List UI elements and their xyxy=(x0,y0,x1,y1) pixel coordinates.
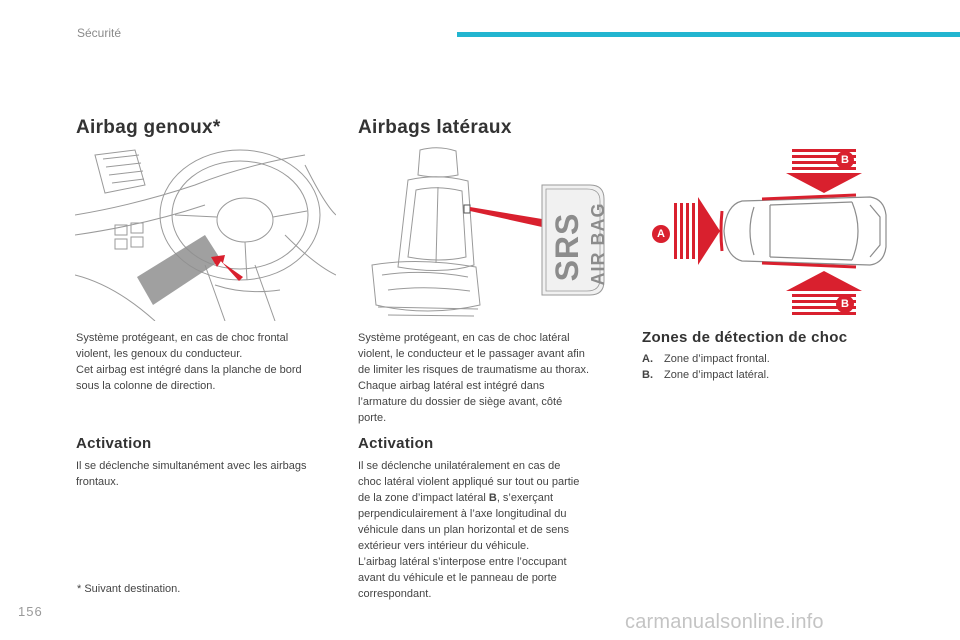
side-airbag-illustration xyxy=(358,145,620,321)
zone-letter: A. xyxy=(642,353,653,365)
text-line: l’armature du dossier de siège avant, côté xyxy=(358,396,563,408)
text-line: avant du véhicule et le panneau de porte xyxy=(358,572,557,584)
car-top-view-drawing xyxy=(642,145,892,321)
side-airbags-description xyxy=(358,330,589,426)
text-line: Il se déclenche simultanément avec les airbags xyxy=(76,460,307,472)
page-number: 156 xyxy=(18,604,43,619)
text-line: correspondant. xyxy=(358,588,432,600)
airbag-label: AIR BAG xyxy=(588,202,608,286)
text-line: frontaux. xyxy=(76,476,119,488)
side-activation-text xyxy=(358,458,579,602)
detection-zones-title: Zones de détection de choc xyxy=(642,329,848,346)
section-title: Sécurité xyxy=(77,26,122,40)
zone-letter: B. xyxy=(642,369,653,381)
text-line: violent, le conducteur et le passager avant afin xyxy=(358,348,585,360)
text-line: sous la colonne de direction. xyxy=(76,380,216,392)
text-line: porte. xyxy=(358,412,387,424)
side-airbags-title: Airbags latéraux xyxy=(358,117,512,138)
dashboard-drawing xyxy=(75,145,336,321)
knee-airbag-description xyxy=(76,330,302,394)
zone-text: Zone d’impact latéral. xyxy=(664,369,770,381)
knee-activation-title: Activation xyxy=(76,435,152,452)
text-line: extérieur vers intérieur du véhicule. xyxy=(358,540,530,552)
text-line: violent, les genoux du conducteur. xyxy=(76,348,243,360)
text-fragment: , s’exerçant xyxy=(496,492,554,504)
watermark: carmanualsonline.info xyxy=(625,611,824,633)
srs-label: SRS xyxy=(549,212,585,282)
zone-b-reference: B xyxy=(488,492,497,504)
text-line: Chaque airbag latéral est intégré dans xyxy=(358,380,545,392)
text-line: Cet airbag est intégré dans la planche de bord xyxy=(76,364,302,376)
text-line: L’airbag latéral s’interpose entre l’occupant xyxy=(358,556,567,568)
side-activation-title: Activation xyxy=(358,435,434,452)
detection-zones-illustration xyxy=(642,145,892,321)
zone-text: Zone d’impact frontal. xyxy=(664,353,770,365)
footnote: * Suivant destination. xyxy=(77,583,181,595)
frontal-impact-arrow xyxy=(674,197,720,265)
text-line: Il se déclenche unilatéralement en cas de xyxy=(358,460,561,472)
list-item xyxy=(642,351,770,367)
knee-airbag-illustration xyxy=(75,145,336,321)
knee-airbag-title: Airbag genoux* xyxy=(76,117,221,138)
badge-b-bottom: B xyxy=(836,295,854,313)
knee-activation-text xyxy=(76,458,307,490)
text-fragment: de la zone d’impact latéral xyxy=(358,492,489,504)
text-line: choc latéral violent appliqué sur tout ou partie xyxy=(358,476,580,488)
zone-list xyxy=(642,351,770,383)
list-item xyxy=(642,367,770,383)
badge-a: A xyxy=(652,225,670,243)
badge-b-top: B xyxy=(836,151,854,169)
text-line: perpendiculairement à l’axe longitudinal du xyxy=(358,508,567,520)
text-line: Système protégeant, en cas de choc frontal xyxy=(76,332,289,344)
text-line xyxy=(358,490,579,506)
text-line: Système protégeant, en cas de choc latéral xyxy=(358,332,570,344)
text-line: véhicule dans un plan horizontal et de sens xyxy=(358,524,569,536)
text-line: de limiter les risques de traumatisme au thorax. xyxy=(358,364,590,376)
header-accent-bar xyxy=(457,32,960,37)
